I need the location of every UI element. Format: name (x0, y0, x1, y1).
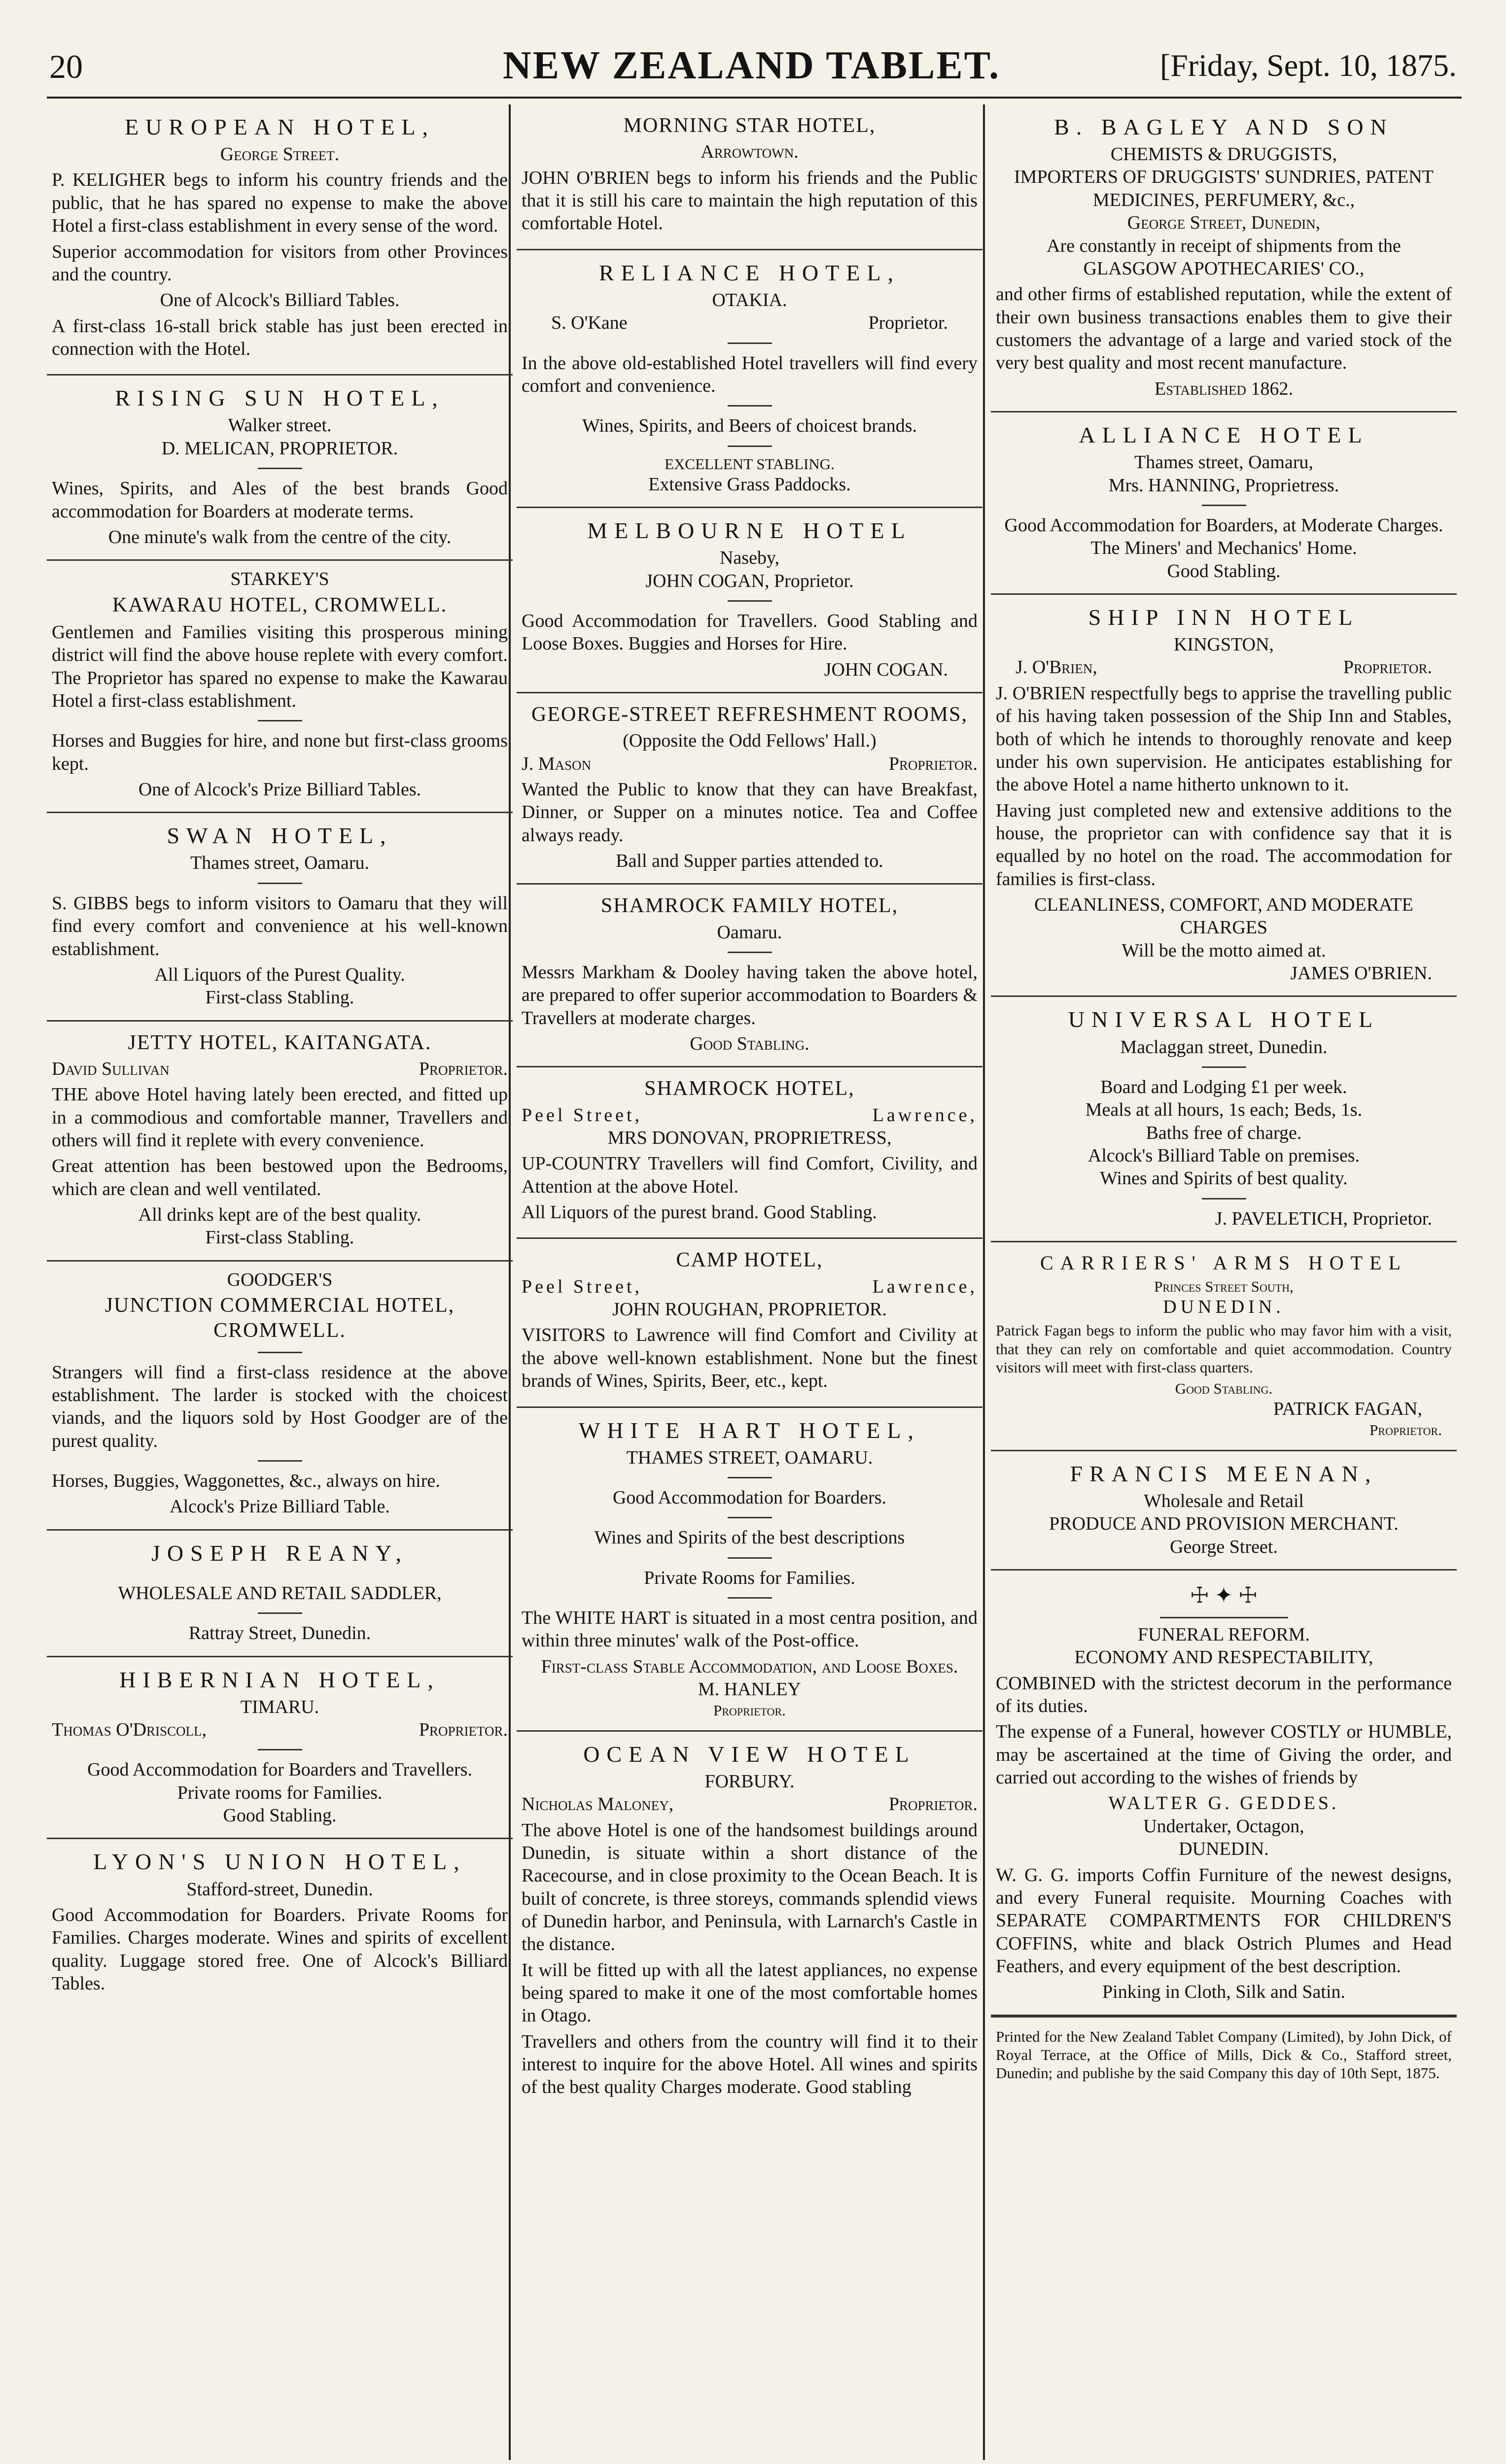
ad-jetty-hotel (47, 1022, 513, 1262)
ad-line: Horses and Buggies for hire, and none but first-class grooms kept. (52, 730, 508, 774)
ad-line: First-class Stabling. (205, 1227, 354, 1248)
ad-lyons-union-hotel (47, 1839, 513, 2009)
ad-body: In the above old-established Hotel travellers will find every comfort and convenience. (522, 352, 978, 396)
ad-subtitle: Thames street, Oamaru. (190, 853, 369, 874)
ad-body: Wanted the Public to know that they can have Breakfast, Dinner, or Supper on a minutes notice. Tea and Coffee always ready. (522, 779, 978, 846)
ad-line: Extensive Grass Paddocks. (648, 474, 851, 495)
ad-body: W. G. G. imports Coffin Furniture of the newest designs, and every Funeral requisite. Mourning Coaches with SEPARATE COMPARTMENTS FOR CHILDREN'S COFFINS, white and black Ostrich Plumes and Head Feathers, and every equipment of the best description. (996, 1864, 1452, 1977)
ad-undertaker-name: WALTER G. GEDDES. (1108, 1793, 1339, 1814)
ad-body: Strangers will find a first-class residence at the above establishment. The larder is stocked with the choicest viands, and the liquors sold by Host Goodger are of the purest quality. (52, 1362, 508, 1451)
ad-bagley-and-son (991, 104, 1457, 412)
ad-line: Pinking in Cloth, Silk and Satin. (1102, 1982, 1345, 2003)
ad-title: ALLIANCE HOTEL (1079, 422, 1369, 448)
short-rule (258, 1612, 302, 1614)
ad-subtitle: Walker street. (228, 415, 332, 436)
ad-body: Are constantly in receipt of shipments from the (1047, 235, 1401, 256)
ad-signature: JAMES O'BRIEN. (1290, 963, 1432, 984)
ad-proprietor-name: J. O'Brien, (1016, 657, 1097, 678)
imprint-text: Printed for the New Zealand Tablet Company (Limited), by John Dick, of Royal Terrace, at the Office of Mills, Dick & Co., Stafford street, Dunedin; and publishe by the said Company this day of 10th Sept, 1875. (996, 2027, 1452, 2082)
ad-title: LYON'S UNION HOTEL, (93, 1849, 466, 1875)
ad-body: THE above Hotel having lately been erected, and fitted up in a commodious and comfortable manner, Travellers and others will find it replete with every convenience. (52, 1084, 508, 1151)
ad-proprietor-role: Proprietor. (1369, 1421, 1442, 1438)
ad-proprietor-role: Proprietor. (868, 312, 948, 334)
ad-title: KAWARAU HOTEL, CROMWELL. (112, 593, 448, 616)
issue-date: [Friday, Sept. 10, 1875. (1159, 48, 1457, 83)
ad-line: Wholesale and Retail (1144, 1490, 1304, 1511)
ad-line: Alcock's Billiard Table on premises. (1087, 1145, 1360, 1166)
ad-line: All drinks kept are of the best quality. (138, 1204, 421, 1226)
ad-line: Private Rooms for Families. (644, 1567, 855, 1588)
ad-town: DUNEDIN. (1163, 1297, 1285, 1318)
ad-body: P. KELIGHER begs to inform his country friends and the public, that he has spared no expense to make the above Hotel a first-class establishment in every sense of the word. (52, 170, 508, 237)
ad-signature: PATRICK FAGAN, (1273, 1399, 1422, 1420)
ad-title: SWAN HOTEL, (167, 823, 393, 849)
ad-melbourne-hotel (517, 508, 982, 693)
ad-junction-hotel (47, 1262, 513, 1531)
ad-shamrock-family-hotel (517, 885, 982, 1067)
ad-line: DUNEDIN. (1179, 1839, 1269, 1860)
ad-signature: JOHN COGAN. (824, 659, 948, 680)
short-rule (1202, 1066, 1246, 1068)
ad-white-hart-hotel (517, 1408, 982, 1732)
ad-line: CHEMISTS & DRUGGISTS, (1110, 144, 1337, 165)
ad-title: JOSEPH REANY, (151, 1540, 409, 1566)
ad-subtitle: George Street. (220, 144, 340, 165)
ad-line: Will be the motto aimed at. (1121, 940, 1326, 961)
short-rule (728, 342, 772, 344)
ad-line: Ball and Supper parties attended to. (616, 851, 883, 872)
ad-proprietor-name: S. O'Kane (551, 312, 628, 334)
ad-alliance-hotel (991, 412, 1457, 595)
ad-street: Peel Street, (522, 1276, 643, 1297)
ad-street: Peel Street, (522, 1104, 643, 1126)
ad-line: George Street, Dunedin, (1127, 212, 1321, 234)
ad-morning-star-hotel (517, 104, 982, 250)
ad-line: George Street. (1170, 1536, 1278, 1557)
ad-line: Good Accommodation for Boarders. (612, 1487, 887, 1508)
page-header (0, 0, 1506, 87)
ad-carriers-arms-hotel (991, 1242, 1457, 1451)
ad-title: MORNING STAR HOTEL, (623, 114, 876, 137)
ad-subtitle: ECONOMY AND RESPECTABILITY, (1074, 1647, 1373, 1668)
ad-subtitle: Naseby, (720, 548, 779, 569)
ad-line: PRODUCE AND PROVISION MERCHANT. (1049, 1513, 1399, 1535)
ad-line: Good Accommodation for Boarders and Travellers. (87, 1759, 472, 1780)
ad-subtitle: OTAKIA. (712, 289, 787, 310)
short-rule (728, 1517, 772, 1518)
ad-line: It will be fitted up with all the latest appliances, no expense being spared to make it one of the most comfortable homes in Otago. (522, 1959, 978, 2026)
ad-line: First-class Stable Accommodation, and Loose Boxes. (541, 1656, 958, 1677)
ad-european-hotel (47, 104, 513, 376)
ad-line: Private rooms for Families. (177, 1782, 383, 1803)
ad-body: COMBINED with the strictest decorum in the performance of its duties. (996, 1673, 1452, 1716)
page-number: 20 (49, 48, 83, 85)
ad-line: Having just completed new and extensive additions to the house, the proprietor can with confidence say that it is equalled by no hotel on the road. The accommodation for families is first-class. (996, 800, 1452, 890)
ad-proprietor: Mrs. HANNING, Proprietress. (1108, 475, 1339, 496)
header-rule (47, 97, 1462, 99)
ad-body: Wines, Spirits, and Ales of the best brands Good accommodation for Boarders at moderate terms. (52, 478, 508, 522)
ad-ship-inn-hotel (991, 595, 1457, 997)
ad-subtitle: Oamaru. (717, 922, 782, 943)
ad-reliance-hotel (517, 250, 982, 508)
ad-proprietor-name: J. Mason (522, 753, 592, 774)
ad-title: UNIVERSAL HOTEL (1068, 1007, 1380, 1032)
ad-universal-hotel (991, 997, 1457, 1242)
short-rule (728, 600, 772, 602)
printer-imprint (991, 2016, 1457, 2096)
short-rule (728, 1557, 772, 1559)
ad-line: One of Alcock's Billiard Tables. (160, 290, 400, 311)
short-rule (728, 1477, 772, 1478)
ad-proprietor: D. MELICAN, PROPRIETOR. (161, 438, 398, 459)
short-rule (1202, 505, 1246, 506)
column-1 (47, 104, 513, 2460)
ad-body: Good Accommodation for Boarders, at Moderate Charges. (1004, 514, 1443, 536)
ad-line: Good Stabling. (1175, 1380, 1273, 1397)
ad-proprietor-name: David Sullivan (52, 1058, 170, 1079)
ad-george-street-rooms (517, 693, 982, 885)
ad-subtitle: TIMARU. (240, 1696, 319, 1717)
short-rule (728, 445, 772, 447)
ad-title: FRANCIS MEENAN, (1070, 1461, 1378, 1486)
ad-body: VISITORS to Lawrence will find Comfort and Civility at the above well-known establishment. None but the finest brands of Wines, Spirits, Beer, etc., kept. (522, 1325, 978, 1392)
ad-title: JETTY HOTEL, KAITANGATA. (128, 1031, 432, 1054)
short-rule (258, 720, 302, 721)
ad-proprietor: JOHN ROUGHAN, PROPRIETOR. (612, 1299, 887, 1320)
ad-line: Wines and Spirits of the best descriptions (594, 1527, 905, 1548)
ad-subtitle: THAMES STREET, OAMARU. (626, 1447, 873, 1468)
ad-shamrock-hotel-lawrence (517, 1067, 982, 1239)
ad-pretitle: GOODGER'S (227, 1269, 333, 1290)
ad-proprietor-row (522, 311, 978, 334)
ad-title: OCEAN VIEW HOTEL (583, 1741, 916, 1767)
ad-body: Good Accommodation for Boarders. Private Rooms for Families. Charges moderate. Wines and spirits of excellent quality. Luggage stored free. One of Alcock's Billiard Tables. (52, 1904, 508, 1994)
ad-title: B. BAGLEY AND SON (1054, 114, 1394, 139)
ad-swan-hotel (47, 813, 513, 1021)
ad-line: All Liquors of the purest brand. Good Stabling. (522, 1202, 877, 1223)
ad-proprietor-role: Proprietor. (419, 1719, 508, 1741)
ad-proprietor-row (52, 1058, 508, 1080)
short-rule (728, 952, 772, 953)
ad-proprietor-role: Proprietor. (888, 1794, 978, 1815)
short-rule (258, 1352, 302, 1353)
ad-rising-sun-hotel (47, 376, 513, 561)
ad-subtitle: (Opposite the Odd Fellows' Hall.) (623, 730, 876, 752)
ad-proprietor-name: Nicholas Maloney, (522, 1794, 674, 1815)
ad-line: All Liquors of the Purest Quality. (154, 964, 405, 985)
ad-line: One minute's walk from the centre of the city. (108, 526, 452, 548)
ad-line: Good Stabling. (1167, 560, 1281, 582)
ad-kawarau-hotel (47, 561, 513, 813)
ad-pretitle: STARKEY'S (230, 569, 329, 590)
ad-title: HIBERNIAN HOTEL, (119, 1667, 440, 1692)
ad-body: Gentlemen and Families visiting this prosperous mining district will find the above house replete with every comfort. The Proprietor has spared no expense to make the Kawarau Hotel a first-class establishment. (52, 621, 508, 711)
ad-body: UP-COUNTRY Travellers will find Comfort, Civility, and Attention at the above Hotel. (522, 1153, 978, 1197)
short-rule (258, 883, 302, 884)
ad-body: Messrs Markham & Dooley having taken the above hotel, are prepared to offer superior accommodation to Boarders & Travellers at moderate charges. (522, 962, 978, 1028)
ad-line: Undertaker, Octagon, (1143, 1815, 1304, 1837)
ad-subtitle: Arrowtown. (700, 141, 799, 163)
short-rule (258, 1460, 302, 1462)
ad-proprietor-name: Thomas O'Driscoll, (52, 1719, 207, 1741)
ad-body: J. O'BRIEN respectfully begs to apprise the travelling public of his having taken possession of the Ship Inn and Stables, both of which he intends to thoroughly renovate and keep under his own supervision. He anticipates establishing for the above Hotel a name hitherto unknown to it. (996, 683, 1452, 795)
short-rule (1202, 1198, 1246, 1199)
ad-line: Wines, Spirits, and Beers of choicest brands. (582, 415, 917, 437)
short-rule (728, 1597, 772, 1599)
ad-line: IMPORTERS OF DRUGGISTS' SUNDRIES, PATENT MEDICINES, PERFUMERY, &c., (1014, 167, 1434, 210)
ad-town: Lawrence, (872, 1104, 978, 1126)
ad-funeral-reform (991, 1571, 1457, 2016)
ad-title: CAMP HOTEL, (676, 1249, 823, 1272)
ad-francis-meenan (991, 1451, 1457, 1571)
ad-body: The WHITE HART is situated in a most centra position, and within three minutes' walk of the Post-office. (522, 1608, 978, 1651)
ad-subtitle: KINGSTON, (1173, 634, 1274, 655)
ad-address-row (522, 1104, 978, 1127)
masthead-title: NEW ZEALAND TABLET. (503, 44, 1001, 87)
ad-proprietor: MRS DONOVAN, PROPRIETRESS, (607, 1128, 892, 1149)
ad-line: Wines and Spirits of best quality. (1100, 1168, 1348, 1189)
ad-line: WHOLESALE AND RETAIL SADDLER, (118, 1582, 442, 1604)
ad-line: Good Stabling. (223, 1805, 337, 1826)
ad-body: Patrick Fagan begs to inform the public who may favor him with a visit, that they can rely on comfortable and quiet accommodation. Country visitors will meet with first-class quarters. (996, 1322, 1452, 1376)
ad-joseph-reany (47, 1531, 513, 1657)
ad-title: SHAMROCK HOTEL, (644, 1077, 855, 1100)
ad-proprietor-role: Proprietor. (419, 1058, 508, 1079)
ad-body: Good Accommodation for Travellers. Good Stabling and Loose Boxes. Buggies and Horses for Hire. (522, 610, 978, 654)
ad-title: FUNERAL REFORM. (1137, 1624, 1310, 1645)
ad-proprietor-row (52, 1718, 508, 1741)
ad-title: RISING SUN HOTEL, (115, 385, 445, 411)
ad-proprietor-name: M. HANLEY (698, 1679, 801, 1700)
ad-title: GEORGE-STREET REFRESHMENT ROOMS, (531, 703, 968, 726)
ad-line: Meals at all hours, 1s each; Beds, 1s. (1085, 1099, 1363, 1121)
ad-proprietor-role: Proprietor. (1343, 657, 1432, 678)
ad-line: A first-class 16-stall brick stable has just been erected in connection with the Hotel. (52, 315, 508, 359)
ad-ocean-view-hotel (517, 1732, 982, 2113)
ad-line: Travellers and others from the country will find it to their interest to inquire for the above Hotel. All wines and spirits of the best quality Charges moderate. Good stabling (522, 2031, 978, 2098)
ad-line: One of Alcock's Prize Billiard Tables. (138, 779, 421, 800)
column-divider (983, 104, 985, 2460)
ad-title: JUNCTION COMMERCIAL HOTEL, CROMWELL. (105, 1294, 455, 1342)
ad-title: EUROPEAN HOTEL, (124, 114, 435, 139)
ad-body: JOHN O'BRIEN begs to inform his friends and the Public that it is still his care to maintain the high reputation of this comfortable Hotel. (522, 167, 978, 234)
ad-body: The above Hotel is one of the handsomest buildings around Dunedin, is situate within a short distance of the Racecourse, and in close proximity to the Ocean Beach. It is built of concrete, is three storeys, commands splendid views of Dunedin harbor, and Peninsula, with Larnarch's Castle in the distance. (522, 1819, 978, 1955)
ad-line: EXCELLENT STABLING. (665, 455, 835, 473)
ad-body: and other firms of established reputation, while the extent of their own business transactions enables them to give their customers the advantage of a large and varied stock of the very best quality and most recent manufacture. (996, 284, 1452, 374)
ad-proprietor-role: Proprietor. (713, 1701, 786, 1719)
ad-subtitle: FORBURY. (704, 1771, 795, 1792)
ad-title: MELBOURNE HOTEL (587, 518, 912, 544)
ad-proprietor-row (522, 753, 978, 775)
ad-subtitle: Maclaggan street, Dunedin. (1120, 1036, 1328, 1058)
ad-line: The Miners' and Mechanics' Home. (1090, 538, 1357, 559)
ad-line: Alcock's Prize Billiard Table. (170, 1496, 390, 1517)
ad-proprietor-row (996, 656, 1452, 679)
ad-line: Baths free of charge. (1146, 1122, 1302, 1143)
ad-subtitle: Stafford-street, Dunedin. (186, 1879, 373, 1900)
ad-proprietor-role: Proprietor. (888, 753, 978, 774)
ad-title: RELIANCE HOTEL, (598, 260, 901, 285)
short-rule (258, 1749, 302, 1750)
ad-line: Superior accommodation for visitors from other Provinces and the country. (52, 241, 508, 285)
ad-line: GLASGOW APOTHECARIES' CO., (1083, 258, 1365, 279)
funeral-emblem-icon: ☩ ✦ ☩ (1160, 1582, 1288, 1618)
ad-subtitle: Princes Street South, (1154, 1277, 1294, 1295)
ad-title: WHITE HART HOTEL, (578, 1417, 920, 1443)
ad-subtitle: Thames street, Oamaru, (1134, 452, 1313, 473)
ad-address-row (522, 1275, 978, 1298)
ad-line: Horses, Buggies, Waggonettes, &c., always on hire. (52, 1471, 440, 1491)
ad-line: Good Stabling. (690, 1033, 809, 1055)
ad-proprietor: JOHN COGAN, Proprietor. (645, 570, 854, 591)
ad-title: SHIP INN HOTEL (1088, 604, 1360, 630)
column-3 (991, 104, 1457, 2460)
ad-line: First-class Stabling. (205, 987, 354, 1008)
column-2 (517, 104, 982, 2460)
ad-line: Established 1862. (1154, 378, 1294, 399)
ad-title: CARRIERS' ARMS HOTEL (1040, 1252, 1408, 1274)
ad-line: Rattray Street, Dunedin. (188, 1623, 371, 1644)
ad-line: Board and Lodging £1 per week. (1100, 1076, 1347, 1097)
short-rule (728, 405, 772, 407)
ad-town: Lawrence, (872, 1276, 978, 1297)
ad-proprietor-row (522, 1793, 978, 1815)
ad-camp-hotel (517, 1239, 982, 1407)
ad-line: CLEANLINESS, COMFORT, AND MODERATE CHARGES (1034, 894, 1413, 938)
ad-hibernian-hotel (47, 1657, 513, 1840)
ad-line: The expense of a Funeral, however COSTLY or HUMBLE, may be ascertained at the time of Giving the order, and carried out according to the wishes of friends by (996, 1721, 1452, 1788)
ad-body: S. GIBBS begs to inform visitors to Oamaru that they will find every comfort and convenience at his well-known establishment. (52, 892, 508, 959)
short-rule (258, 468, 302, 469)
ad-title: SHAMROCK FAMILY HOTEL, (600, 894, 899, 918)
ad-line: Great attention has been bestowed upon the Bedrooms, which are clean and well ventilated. (52, 1156, 508, 1199)
ad-signature: J. PAVELETICH, Proprietor. (1215, 1208, 1432, 1229)
